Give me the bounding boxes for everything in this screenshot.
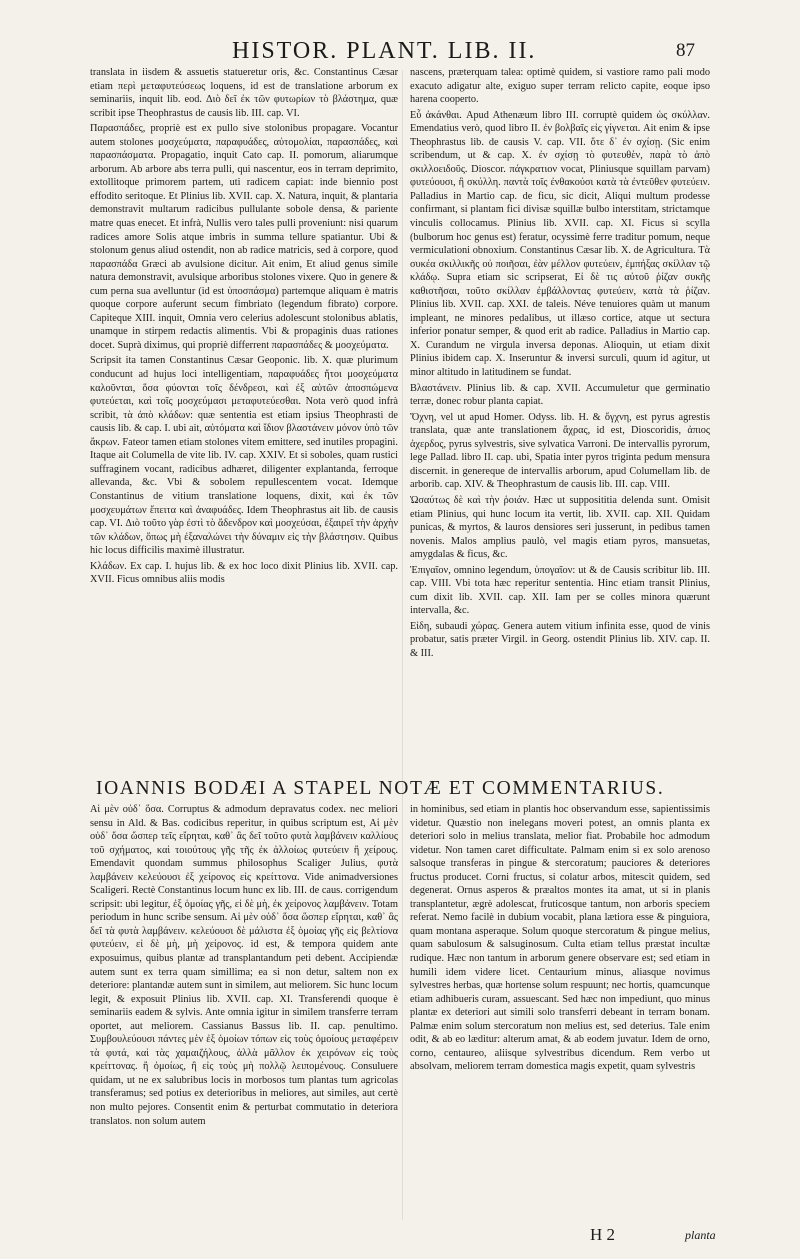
paragraph: Ὡσαύτως δὲ καὶ τὴν ῥοιάν. Hæc ut supposititia delenda sunt. Omisit etiam Plinius, qui hunc locum ita vertit, lib. XVII. cap. XII. Quidam punicas, & myrtos, & lauros densiores seri jusserunt, in pedibus tamen novenis. Malos amplius paulò, vel magis etiam pyros, mansuetas, amygdalas & ficus, &c.: [410, 494, 710, 561]
paragraph: Αἱ μὲν οὐδ᾽ ὅσα. Corruptus & admodum depravatus codex. nec meliori sensu in Ald. & Bas. codicibus reperitur, in quibus scriptum est, Αἱ μὲν οὐδ᾽ ὅσα ὥσπερ τεῖς εἴρηται, καθ᾽ ἃς δεῖ τοῦτο φυτὰ λαμβάνειν καλλίους τοῦ σχήματος, καὶ τοιούτους γῆς τῆς ἐκ ἀλλοίως φυτεύειν ἢ χείρους. Emendavit quondam summus philosophus Scaliger Julius, φυτὰ λαμβάνειν κελεύουσι ἐξ χείρονος εἰς κρείττονα. Vide animadversiones Scaligeri. Rectè Constantinus locum hunc ex lib. III. de caus. corrigendum scripsit: ubi legitur, ἐξ ὁμοίας γῆς, εἰ δὲ μὴ, ἐκ χείρονος λαμβάνειν. Totam periodum in hunc scribe sensum. Αἱ μὲν οὐδ᾽ ὅσα ὥσπερ εἴρηται, καθ᾽ ἃς δεῖ τὰ φυτὰ λαμβάνειν. κελεύουσι δὲ μάλιστα ἐξ ὁμοίας γῆς εἰς βελτίονα φυτεύειν, εἰ δὲ μὴ, μὴ χείρονος. id est, & tempora quidem ante exposuimus, quibus plantæ ad transplantandum peti debent. Accipiendæ autem sunt ex terra quam simillima; ea si non detur, saltem non ex deteriore: plantandæ autem sunt in similem, aut meliorem. Sic hunc locum legit, & exposuit Plinius lib. XVII. cap. XI. Transferendi quoque è seminariis eadem & sylvis. Ante omnia igitur in similem transferre terram oportet, aut meliorem. Cassianus Bassus lib. II. cap. penultimo. Συμβουλεύουσι πάντες μὲν ἐξ ὁμοίων τόπων εἰς τοὺς ὁμοίους μεταφέρειν τὰ φυτά, καὶ τὰς χαμαιζήλους, ἀλλὰ μᾶλλον ἐκ χειρόνων εἰς τοὺς κρείττονας. ἢ ὁμοίως, ἢ εἰς τοὺς μὴ πολλῷ λειπομένους. Consuluere quidam, ut ne ex salubribus locis in morbosos tum plantas tum agricolas transferamus; sed potius ex deterioribus in meliores, aut similes, aut certè non multo pejores. Consentit enim & perturbat commutatio in deteriora translatos. non solum autem: [90, 804, 398, 1127]
running-head: [0, 36, 800, 66]
paragraph: Βλαστάνειν. Plinius lib. & cap. XVII. Accumuletur que germinatio terræ, donec robur planta capiat.: [410, 382, 710, 408]
paragraph: Εὖ ἀκάνθαι. Apud Athenæum libro III. corruptè quidem ὡς σκύλλαν. Emendatius verò, quod libro II. ἐν βολβαῖς εἰς γίγνεται. Ait enim & ipse Theophrastus lib. de causis V. cap. VII. ὅτε δ᾽ ἐν σχίσῃ. (Sic enim scribendum, ut & cap. X. ἐν σχίσῃ τὸ φυτευθὲν, παρὰ τὸ ἀπὸ σκιλλοειδοῦς. Dioscor. πάγκρατιον vocat, Pliniusque squillam parvam) φυτεύουσι, ἢ σκύλλη. παντὰ τοῖς ἐνθακούσι κατὰ τὰ ἐντεῦθεν φυτεύειν. Palladius in Martio cap. de ficu, sic dicit, Aliqui multum prodesse confirmant, si plantam fici divisæ squillæ bulbo interstitam, strictamque vinculis collocamus. Plinius lib. XVII. cap. XI. Ficus si scylla (bulborum hoc genus est) feratur, ocyssimè ferre traditur pomum, neque vermiculationi obnoxium. Constantinus Cæsar lib. X. de Agricultura. Τὰ συκέα σκιλλικῆς οὐ ποιῆσαι, ἐὰν μέλλον φυτεύειν, ἐμπήξας σκίλλαν τῷ κλάδῳ. Supra etiam sic scripserat, Εἰ δὲ τις αὐτοῦ ῥίζαν συκῆς καθιστῆσαι, τοῦτο σκίλλαν ἐμβάλλοντας φυτεύειν, κατὰ τὰ ῥίζαν. Plinius lib. XVII. cap. XXI. de taleis. Néve tenuiores quàm ut manum impleant, ne minores pedalibus, ut illæso cortice, atque ut sectura inferior ponatur semper, & quod erit ab radice. Palladius in Martio cap. X. Curandum ne virgula inversa deponas. Alioquin, ut etiam dixit Plinius ibidem cap. X. Inseruntur & inversi surculi, quum id agitur, ut minor altitudo in latitudinem se fundat.: [410, 109, 710, 379]
paragraph: in hominibus, sed etiam in plantis hoc observandum esse, sapientissimis videtur. Quæstio non inelegans moveri potest, an omnis planta ex deteriori solo in melius translata, melior fiat. Probabile hoc admodum videtur. Non tamen caret difficultate. Palmam enim si ex solo arenoso salsoque transferas in pingue & stercoratum; pauciores & deteriores fructus producet. Corni fructus, si colatur arbos, mitescit quidem, sed degenerat. Ornus asperos & præaltos montes ita amat, ut si in planis transplantetur, ægrè adolescat, fruticosque tantum, non arboris speciem referat. Nemo facilè in dubium vocabit, plana lætiora esse & pinguiora, quam montana asperaque. Solum quoque stercoratum & pingue melius, quam sabulosum & salsuginosum. Culta etiam tellus præstat incultæ rudique. Hæc non tantum in arborum genere observare est; sed etiam in humili idem videre licet. Centaurium minus, aliasque novimus sylvestres herbas, quæ hortense solum respuunt; nec hortis, quamcunque etiam adhibueris curam, assuescant. Sed hæc non impediunt, quo minus plantæ ex deteriori aut simili solo transferri debeant in terram bonam. Palmæ enim solum stercoratum non melius est, sed deterius. Tale enim odit, & ab eo læditur: alterum amat, & ab eodem juvatur. Idem de orno, corno, centaureo, aliisque sylvestribus dicendum. Rem verbo ut absolvam, meliorem terram domestica magis expetit, quam sylvestris: [410, 804, 710, 1073]
paragraph: Κλάδων. Ex cap. I. hujus lib. & ex hoc loco dixit Plinius lib. XVII. cap. XVII. Ficus omnibus aliis modis: [90, 560, 398, 586]
paragraph: Ὄχνη, vel ut apud Homer. Odyss. lib. H. & ὄγχνη, est pyrus agrestis translata, quæ ante translationem ἄχρας, id est, Dioscoridis, ἀπιος ἀχερδος, pyrus sylvestris, sive sylvatica Varroni. De intervallis pyrorum, lege Pallad. libro II. cap. ubi, Spatia inter pyros triginta pedum mensura discernit. in genereque de intervallis arborum, apud Columellam lib. de arborib. cap. XIV. & Theophrastum de causis lib. III. cap. VIII.: [410, 411, 710, 491]
paragraph: Εἰδη, subaudi χώρας. Genera autem vitium infinita esse, quod de vinis probatur, satis præter Virgil. in Georg. ostendit Plinius lib. XIV. cap. II. & III.: [410, 620, 710, 659]
right-column-bottom: [410, 803, 710, 1243]
paragraph: Ἐπιγαῖον, omnino legendum, ὑπογαῖον: ut & de Causis scribitur lib. III. cap. VIII. Vbi tota hæc reperitur sententia. Hinc etiam transit Plinius, cum dixit lib. XVII. cap. XII. Iam per se colles minora quærunt intervalla, &c.: [410, 564, 710, 617]
left-column-top: [90, 66, 398, 771]
signature-mark: H 2: [590, 1225, 616, 1244]
paragraph: translata in iisdem & assuetis statueretur oris, &c. Constantinus Cæsar etiam περὶ μεταφυτεύσεως loquens, id est de translatione arborum ex seminariis, inquit lib. eod. Διὸ δεῖ ἐκ τῶν φυτωρίων τὸ βλάστημα, quæ scribit ipse Theophrastus de causis lib. III. cap. VI.: [90, 67, 398, 119]
left-column-bottom: [90, 803, 398, 1223]
catchword: planta: [685, 1228, 716, 1242]
column-divider: [402, 70, 403, 1220]
paragraph: nascens, præterquam talea: optimè quidem, si vastiore ramo pali modo exacuto adigatur alte, exiguo super terram relicto capite, eoque ipso harena cooperto.: [410, 67, 710, 106]
section-heading: IOANNIS BODÆI A STAPEL NOTÆ ET COMMENTARIUS.: [96, 778, 665, 799]
paragraph: Παρασπάδες, propriè est ex pullo sive stolonibus propagare. Vocantur autem stolones μοσχεύματα, παραφυάδες, αὐτομολίαι, παρασπάδες, καὶ παρασπάσματα. Propagatio, inquit Cato cap. II. pomorum, aliarumque arborum. Ab arbore abs terra pulli, qui nascentur, eos in terram deprimito, extollitoque primorem partem, uti radicem capiat: inde biennio post effodito seritoque. Et Plinius lib. XVII. cap. X. Natura, inquit, & plantaria demonstravit multarum radicibus pullulante sobole densa, & pariente matre quas enecet. Et infrà, Nullis vero tales pulli proveniunt: nisi quarum radices amore Solis atque imbris in summa tellure spatiantur. Ubi & stolonum genus aliud ostendit, non ab radice matricis, sed à corpore, quod παρασπάδα Græci ab avulsione dicitur. Ait enim, Et aliud genus simile natura demonstravit, avulsique arboribus stolones vixere. Quo in genere & cum perna sua avelluntur (id est ὑποσπάσμα) partemque aliquam è matris quoque corpore auferunt secum fimbriato (legendum fibrato) corpore. Capiteque XIII. inquit, Omnia vero celerius adolescunt stolonibus ablatis, unamque in stirpem redactis alimentis. Vbi & propaginis duas rationes docet. Suprà diximus, qui propriè differrent παρασπάδες & μοσχεύματα.: [90, 123, 398, 351]
page-number: 87: [676, 40, 695, 61]
running-head-title: HISTOR. PLANT. LIB. II.: [232, 38, 537, 64]
paragraph: Scripsit ita tamen Constantinus Cæsar Geoponic. lib. X. quæ plurimum conducunt ad hujus loci intelligentiam, παραφυάδες ἤτοι μοσχεύματα καλοῦνται, ὅσα φύονται τοῖς δένδρεσι, καὶ ἐξ αὐτῶν ἀποσπώμενα φυτεύεται, καὶ τοῖς μοσχεύμασι μεταφυτεύεσθαι. Nota verò quod infrà scribit, τὰ ἀπὸ κλάδων: quæ sententia est etiam ipsius Theophrasti de causis lib. & cap. I. ubi ait, αὐτόματα καὶ ἴδιον βλαστάνειν μόνον ὑπὸ τῶν ἄκρων. Fateor tamen etiam stolones vitem emittere, sed inutiles propagini. Itaque ait Columella de vite lib. IV. cap. XXIV. Et si soboles, quam rustici suffraginem vocant, radicibus adhæret, diligenter explantanda, ferroque allevanda, &c. Vbi & sobolem repullescentem vocat. Idemque Constantinus de vitium translatione loquens, dixit, καὶ ἐκ τῶν μοσχευμάτων ἔπειτα καὶ ἀναφυάδες. Idem Theophrastus ait lib. de causis cap. VI. Διὸ τοῦτο γὰρ ἐστὶ τὸ ἄδενδρον καὶ μοσχεύσαι, ἐξαιρεῖ τὴν ἀρχὴν τῶν κλάδων, ὅπως μὴ ἐξαναλώνει τὴν δύναμιν εἰς τὴν βλάστησιν. Quibus hic locus difficilis maximè illustratur.: [90, 355, 398, 557]
right-column-top: [410, 66, 710, 771]
